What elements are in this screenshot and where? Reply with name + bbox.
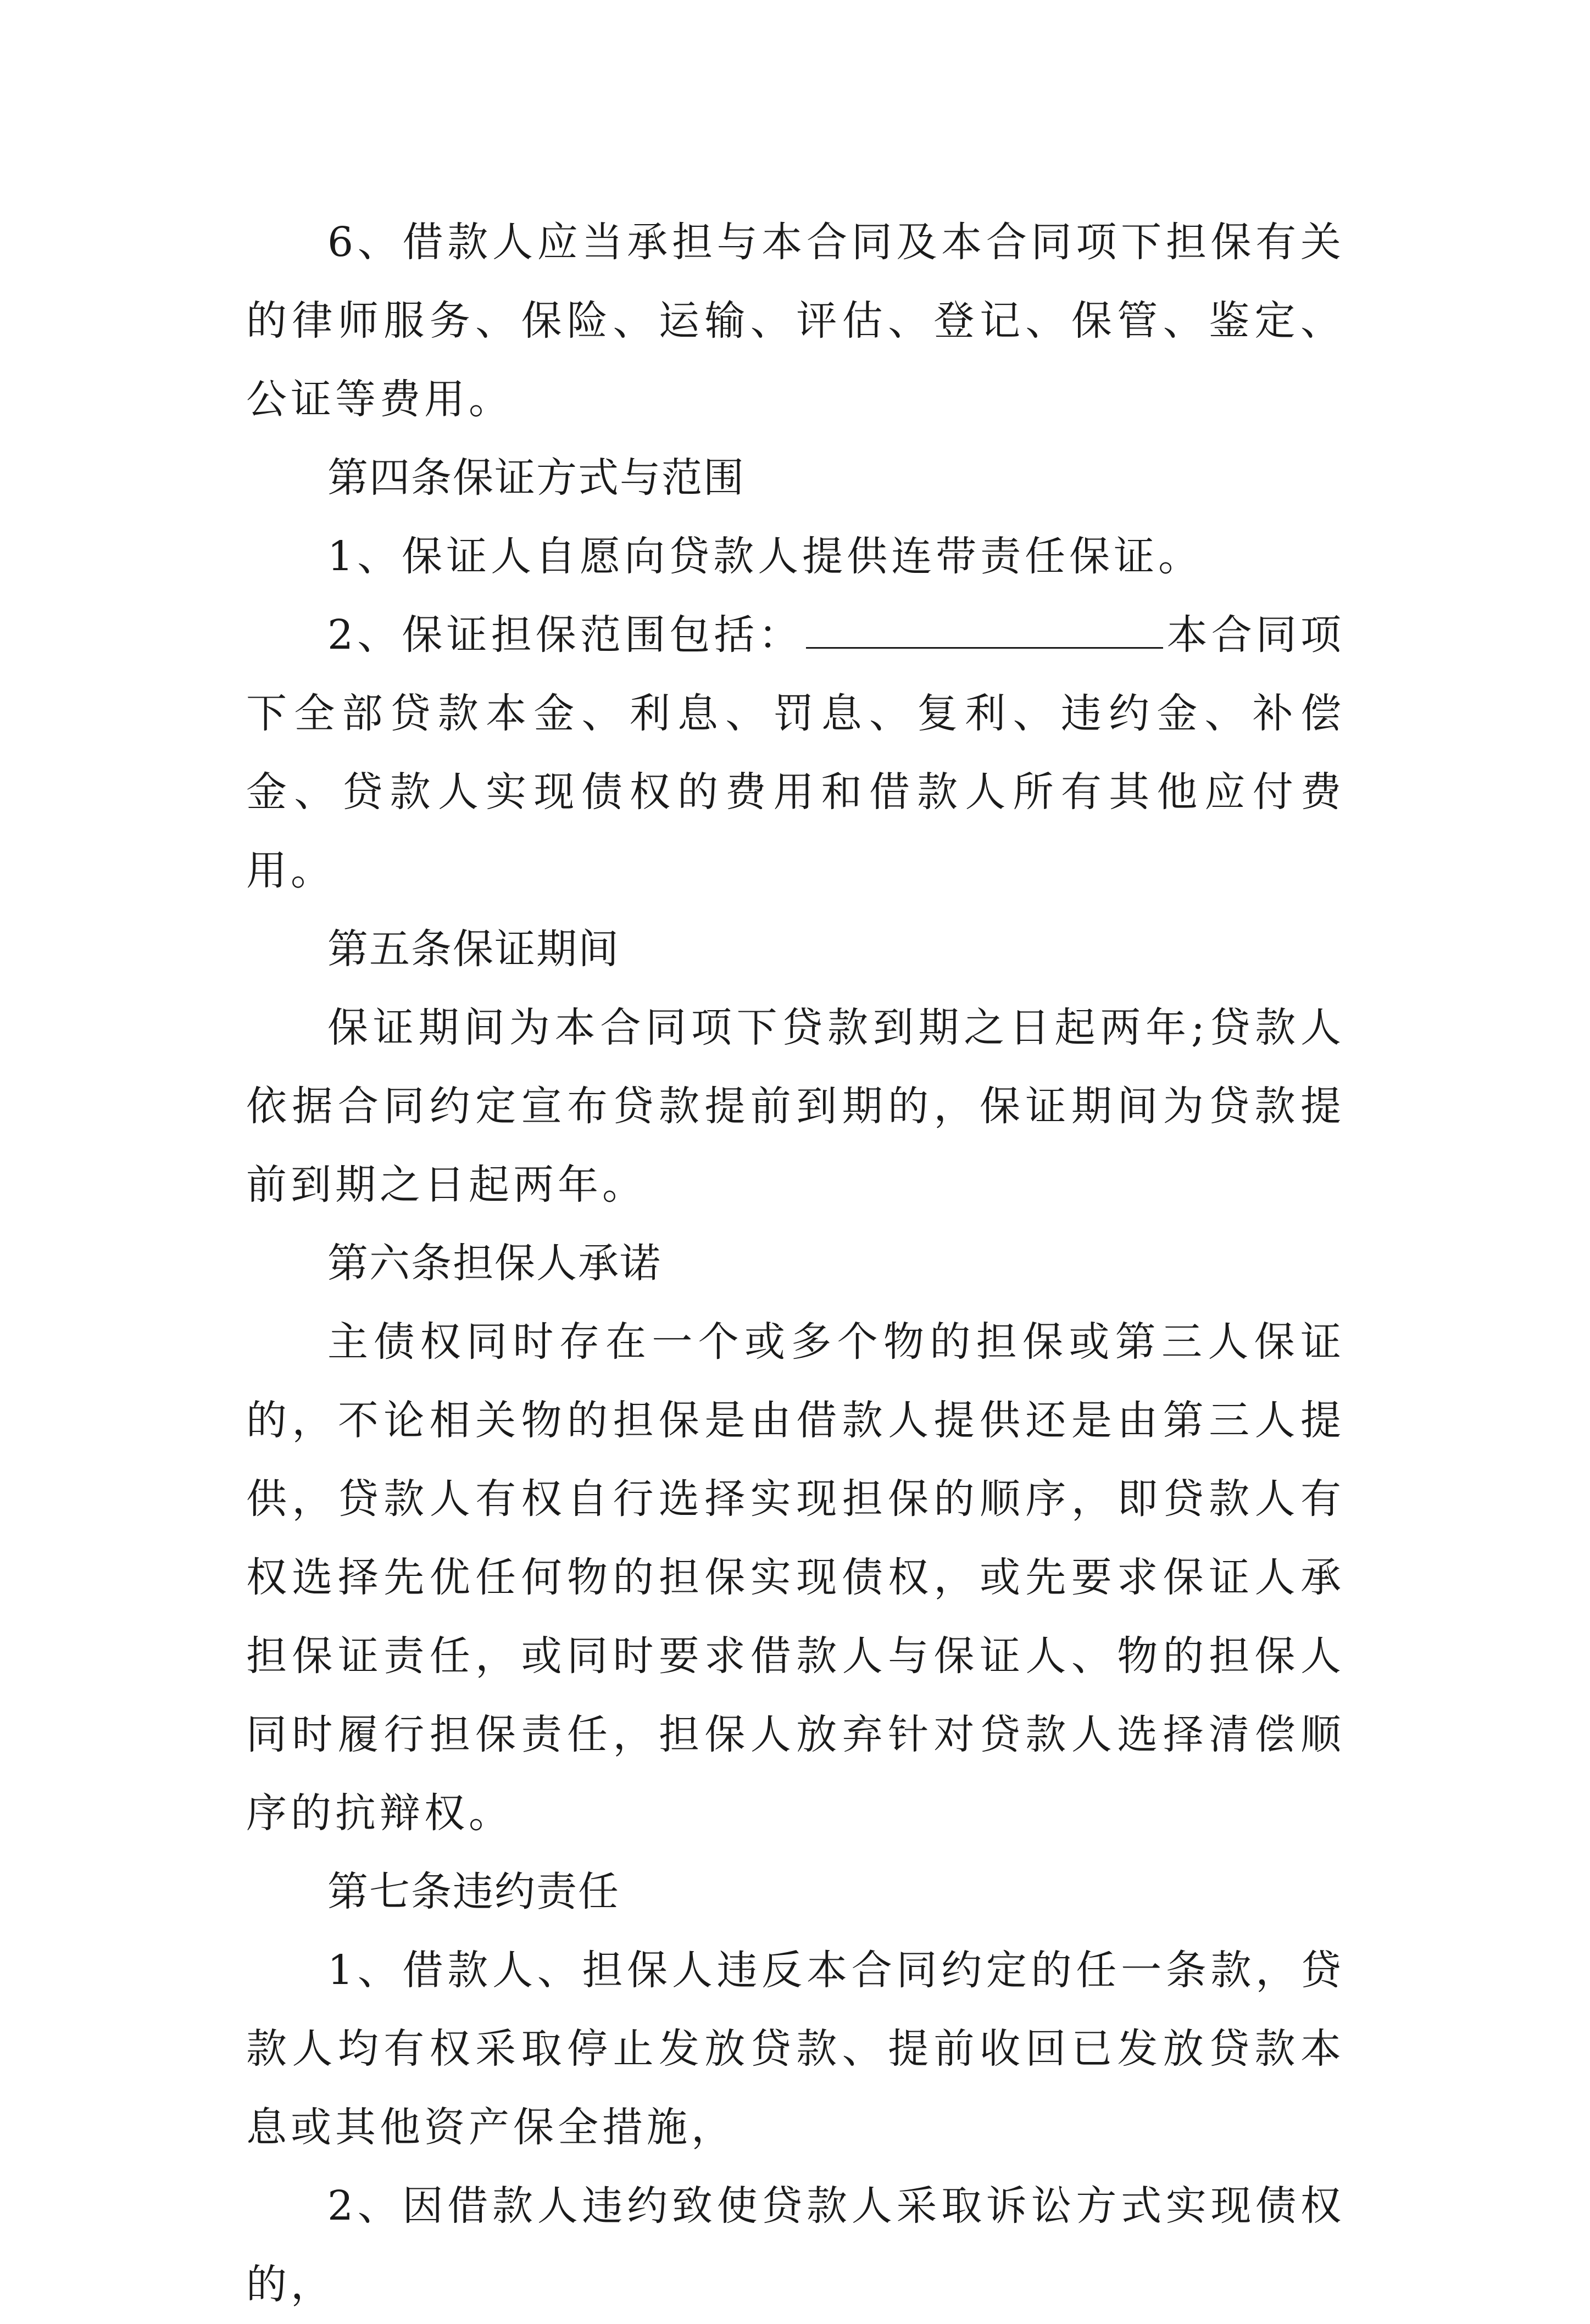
fill-in-blank [806, 613, 1163, 649]
clause-text: 本合同项下全部贷款本金、利息、罚息、复利、违约金、补偿金、贷款人实现债权的费用和借款人所有其他应付费用。 [246, 611, 1345, 894]
clause-paragraph: 保证期间为本合同项下贷款到期之日起两年;贷款人依据合同约定宣布贷款提前到期的，保证期间为贷款提前到期之日起两年。 [246, 1004, 1345, 1208]
article-heading: 第四条保证方式与范围 [327, 454, 745, 501]
clause-paragraph: 1、保证人自愿向贷款人提供连带责任保证。 [327, 533, 1203, 580]
clause-paragraph [246, 596, 1345, 910]
clause-text: 2、保证担保范围包括： [327, 611, 803, 659]
article-heading: 第五条保证期间 [327, 926, 620, 973]
article-heading: 第六条担保人承诺 [327, 1240, 661, 1287]
clause-paragraph: 6、借款人应当承担与本合同及本合同项下担保有关的律师服务、保险、运输、评估、登记、保管、鉴定、公证等费用。 [246, 219, 1345, 423]
clause-paragraph: 1、借款人、担保人违反本合同约定的任一条款，贷款人均有权采取停止发放贷款、提前收回已发放贷款本息或其他资产保全措施， [246, 1947, 1345, 2151]
document-body [246, 203, 1345, 2324]
article-heading: 第七条违约责任 [327, 1868, 620, 1915]
clause-paragraph: 主债权同时存在一个或多个物的担保或第三人保证的，不论相关物的担保是由借款人提供还是由第三人提供，贷款人有权自行选择实现担保的顺序，即贷款人有权选择先优任何物的担保实现债权，或先要求保证人承担保证责任，或同时要求借款人与保证人、物的担保人同时履行担保责任，担保人放弃针对贷款人选择清偿顺序的抗辩权。 [246, 1318, 1345, 1837]
clause-paragraph: 2、因借款人违约致使贷款人采取诉讼方式实现债权的， [246, 2182, 1345, 2308]
